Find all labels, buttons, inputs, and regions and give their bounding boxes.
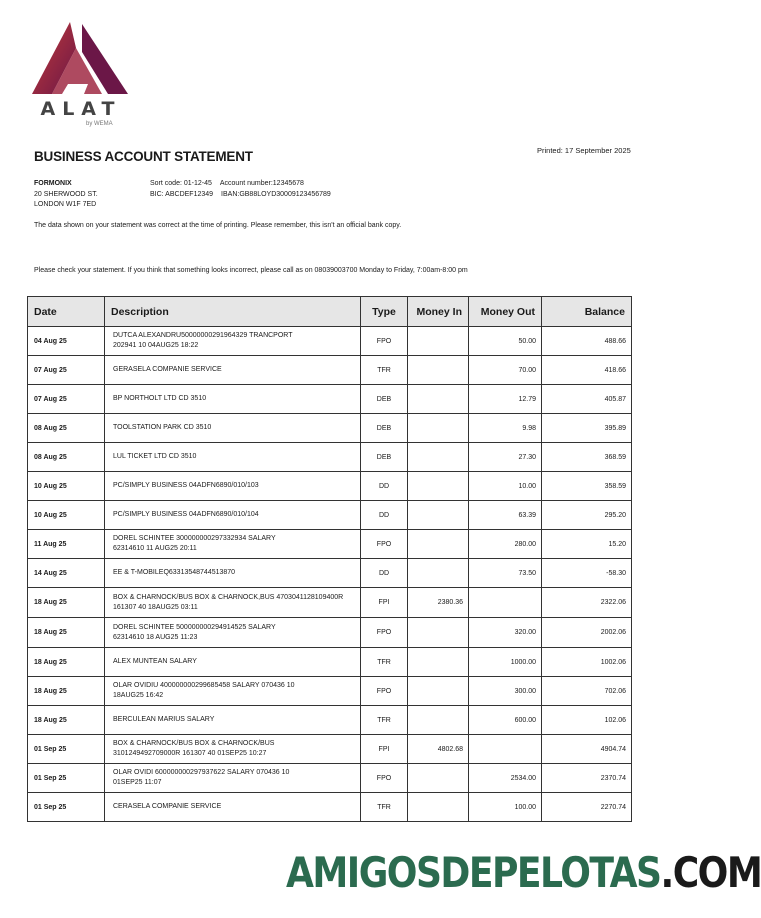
cell-money-in: [408, 530, 469, 559]
cell-balance: 2322.06: [542, 588, 632, 618]
table-row: [28, 677, 632, 706]
cell-balance: 2370.74: [542, 764, 632, 793]
description-line: OLAR OVIDI 600000000297937622 SALARY 070436 10: [113, 769, 290, 776]
description-line: CERASELA COMPANIE SERVICE: [113, 803, 222, 810]
cell-date: 18 Aug 25: [28, 618, 105, 648]
cell-type: FPO: [361, 764, 408, 793]
cell-money-out: 100.00: [469, 793, 542, 822]
cell-money-out: 2534.00: [469, 764, 542, 793]
cell-date: 01 Sep 25: [28, 764, 105, 793]
customer-name: FORMONIX: [34, 180, 72, 187]
cell-type: TFR: [361, 706, 408, 735]
description-line: BOX & CHARNOCK/BUS BOX & CHARNOCK,BUS 4703041128109400R: [113, 593, 344, 601]
cell-date: 18 Aug 25: [28, 648, 105, 677]
account-number: Account number:12345678: [219, 180, 304, 187]
cell-money-out: [469, 588, 542, 618]
description-line: 62314610 11 AUG25 20:11: [113, 545, 197, 552]
cell-type: TFR: [361, 356, 408, 385]
description-line: OLAR OVIDIU 400000000299685458 SALARY 070436 10: [113, 682, 295, 689]
cell-balance: 358.59: [542, 472, 632, 501]
cell-type: FPO: [361, 327, 408, 356]
cell-date: 08 Aug 25: [28, 414, 105, 443]
table-row: [28, 588, 632, 618]
cell-description: [105, 618, 361, 648]
cell-money-out: 600.00: [469, 706, 542, 735]
description-line: 62314610 18 AUG25 11:23: [113, 633, 198, 641]
description-line: PC/SIMPLY BUSINESS 04ADFN6890/010/104: [113, 511, 259, 518]
cell-date: 04 Aug 25: [28, 327, 105, 356]
table-row: [28, 735, 632, 764]
table-row: [28, 648, 632, 677]
cell-type: DD: [361, 472, 408, 501]
cell-description: [105, 472, 361, 501]
cell-money-in: [408, 472, 469, 501]
col-header-type: Type: [361, 297, 408, 327]
brand-name: ALAT: [40, 98, 122, 120]
cell-description: [105, 414, 361, 443]
cell-description: [105, 735, 361, 764]
cell-balance: 368.59: [542, 443, 632, 472]
cell-description: [105, 443, 361, 472]
cell-balance: 295.20: [542, 501, 632, 530]
cell-type: FPI: [361, 735, 408, 764]
cell-description: [105, 530, 361, 559]
table-row: [28, 472, 632, 501]
cell-date: 01 Sep 25: [28, 735, 105, 764]
description-line: LUL TICKET LTD CD 3510: [113, 453, 197, 460]
cell-money-in: [408, 501, 469, 530]
description-line: 161307 40 18AUG25 03:11: [113, 603, 198, 611]
page-title: BUSINESS ACCOUNT STATEMENT: [34, 149, 253, 164]
watermark-suffix: .COM: [660, 848, 761, 897]
col-header-money-in: Money In: [408, 297, 469, 327]
transactions-table: [27, 296, 632, 822]
watermark: [286, 848, 761, 897]
table-row: [28, 385, 632, 414]
description-line: DOREL SCHINTEE 300000000297332934 SALARY: [113, 535, 276, 542]
table-row: [28, 501, 632, 530]
cell-type: DEB: [361, 385, 408, 414]
cell-type: FPO: [361, 677, 408, 706]
address-line-1: 20 SHERWOOD ST.: [34, 190, 98, 198]
cell-money-in: 4802.68: [408, 735, 469, 764]
sort-code: Sort code: 01-12-45: [150, 180, 212, 187]
cell-balance: 702.06: [542, 677, 632, 706]
cell-balance: 395.89: [542, 414, 632, 443]
description-line: 18AUG25 16:42: [113, 692, 164, 699]
cell-money-in: [408, 443, 469, 472]
cell-money-in: [408, 356, 469, 385]
description-line: EE & T-MOBILEQ63313548744513870: [113, 569, 236, 576]
cell-money-out: 10.00: [469, 472, 542, 501]
col-header-description: Description: [105, 297, 361, 327]
cell-date: 07 Aug 25: [28, 385, 105, 414]
cell-money-in: [408, 677, 469, 706]
cell-description: [105, 764, 361, 793]
account-details: [150, 179, 331, 200]
cell-type: FPI: [361, 588, 408, 618]
cell-description: [105, 327, 361, 356]
cell-balance: 418.66: [542, 356, 632, 385]
cell-date: 10 Aug 25: [28, 501, 105, 530]
cell-balance: 102.06: [542, 706, 632, 735]
description-line: PC/SIMPLY BUSINESS 04ADFN6890/010/103: [113, 482, 259, 489]
cell-date: 18 Aug 25: [28, 677, 105, 706]
cell-balance: 2270.74: [542, 793, 632, 822]
cell-date: 11 Aug 25: [28, 530, 105, 559]
cell-balance: 488.66: [542, 327, 632, 356]
cell-description: [105, 706, 361, 735]
table-row: [28, 530, 632, 559]
table-row: [28, 559, 632, 588]
description-line: BERCULEAN MARIUS SALARY: [113, 716, 215, 723]
cell-money-in: [408, 706, 469, 735]
cell-money-out: 27.30: [469, 443, 542, 472]
cell-money-out: 50.00: [469, 327, 542, 356]
iban: IBAN:GB88LOYD30009123456789: [221, 190, 331, 198]
cell-money-out: 63.39: [469, 501, 542, 530]
col-header-money-out: Money Out: [469, 297, 542, 327]
cell-description: [105, 501, 361, 530]
cell-money-in: [408, 764, 469, 793]
cell-money-out: 12.79: [469, 385, 542, 414]
cell-type: DD: [361, 501, 408, 530]
printed-date: Printed: 17 September 2025: [537, 146, 631, 155]
description-line: TOOLSTATION PARK CD 3510: [113, 424, 212, 431]
cell-money-in: [408, 618, 469, 648]
cell-money-in: [408, 793, 469, 822]
cell-description: [105, 677, 361, 706]
table-row: [28, 327, 632, 356]
cell-money-out: 280.00: [469, 530, 542, 559]
cell-date: 08 Aug 25: [28, 443, 105, 472]
table-row: [28, 706, 632, 735]
cell-type: DD: [361, 559, 408, 588]
cell-money-in: [408, 648, 469, 677]
cell-money-out: 1000.00: [469, 648, 542, 677]
cell-type: DEB: [361, 443, 408, 472]
disclaimer-note: The data shown on your statement was correct at the time of printing. Please remember, this isn't an official bank copy.: [34, 222, 402, 229]
table-header-row: [28, 297, 632, 327]
cell-money-in: [408, 559, 469, 588]
cell-balance: 15.20: [542, 530, 632, 559]
cell-date: 01 Sep 25: [28, 793, 105, 822]
cell-date: 18 Aug 25: [28, 706, 105, 735]
watermark-main: AMIGOSDEPELOTAS: [286, 848, 661, 897]
table-row: [28, 414, 632, 443]
description-line: 01SEP25 11:07: [113, 779, 162, 786]
cell-balance: 2002.06: [542, 618, 632, 648]
cell-money-out: [469, 735, 542, 764]
cell-type: FPO: [361, 618, 408, 648]
cell-type: FPO: [361, 530, 408, 559]
cell-type: TFR: [361, 793, 408, 822]
cell-type: DEB: [361, 414, 408, 443]
cell-balance: 4904.74: [542, 735, 632, 764]
cell-date: 18 Aug 25: [28, 588, 105, 618]
cell-money-out: 320.00: [469, 618, 542, 648]
cell-date: 07 Aug 25: [28, 356, 105, 385]
description-line: 3101249492709000R 161307 40 01SEP25 10:27: [113, 750, 267, 757]
description-line: BOX & CHARNOCK/BUS BOX & CHARNOCK/BUS: [113, 740, 275, 747]
cell-balance: -58.30: [542, 559, 632, 588]
table-row: [28, 618, 632, 648]
cell-money-out: 300.00: [469, 677, 542, 706]
cell-money-out: 70.00: [469, 356, 542, 385]
description-line: ALEX MUNTEAN SALARY: [113, 658, 197, 665]
description-line: DUTCA ALEXANDRU50000000291964329 TRANCPORT: [113, 332, 293, 339]
cell-money-in: [408, 327, 469, 356]
cell-money-in: [408, 385, 469, 414]
col-header-date: Date: [28, 297, 105, 327]
customer-address: [34, 179, 98, 211]
cell-description: [105, 648, 361, 677]
contact-note: Please check your statement. If you think that something looks incorrect, please call as on 08039003700 Monday to Friday, 7:00am-8:00 pm: [34, 267, 468, 274]
description-line: DOREL SCHINTEE 500000000294914525 SALARY: [113, 623, 276, 631]
cell-money-in: [408, 414, 469, 443]
cell-description: [105, 793, 361, 822]
cell-balance: 1002.06: [542, 648, 632, 677]
table-row: [28, 443, 632, 472]
cell-date: 14 Aug 25: [28, 559, 105, 588]
table-row: [28, 356, 632, 385]
description-line: GERASELA COMPANIE SERVICE: [113, 366, 222, 373]
brand-sub: by WEMA: [86, 121, 113, 127]
col-header-balance: Balance: [542, 297, 632, 327]
table-row: [28, 793, 632, 822]
alat-logo-icon: [32, 22, 128, 94]
table-row: [28, 764, 632, 793]
cell-description: [105, 588, 361, 618]
cell-balance: 405.87: [542, 385, 632, 414]
cell-money-out: 73.50: [469, 559, 542, 588]
cell-date: 10 Aug 25: [28, 472, 105, 501]
bic: BIC: ABCDEF12349: [150, 190, 214, 198]
cell-description: [105, 559, 361, 588]
description-line: BP NORTHOLT LTD CD 3510: [113, 395, 207, 402]
cell-type: TFR: [361, 648, 408, 677]
cell-description: [105, 356, 361, 385]
cell-money-out: 9.98: [469, 414, 542, 443]
address-line-2: LONDON W1F 7ED: [34, 201, 97, 208]
description-line: 202941 10 04AUG25 18:22: [113, 342, 199, 349]
cell-money-in: 2380.36: [408, 588, 469, 618]
cell-description: [105, 385, 361, 414]
